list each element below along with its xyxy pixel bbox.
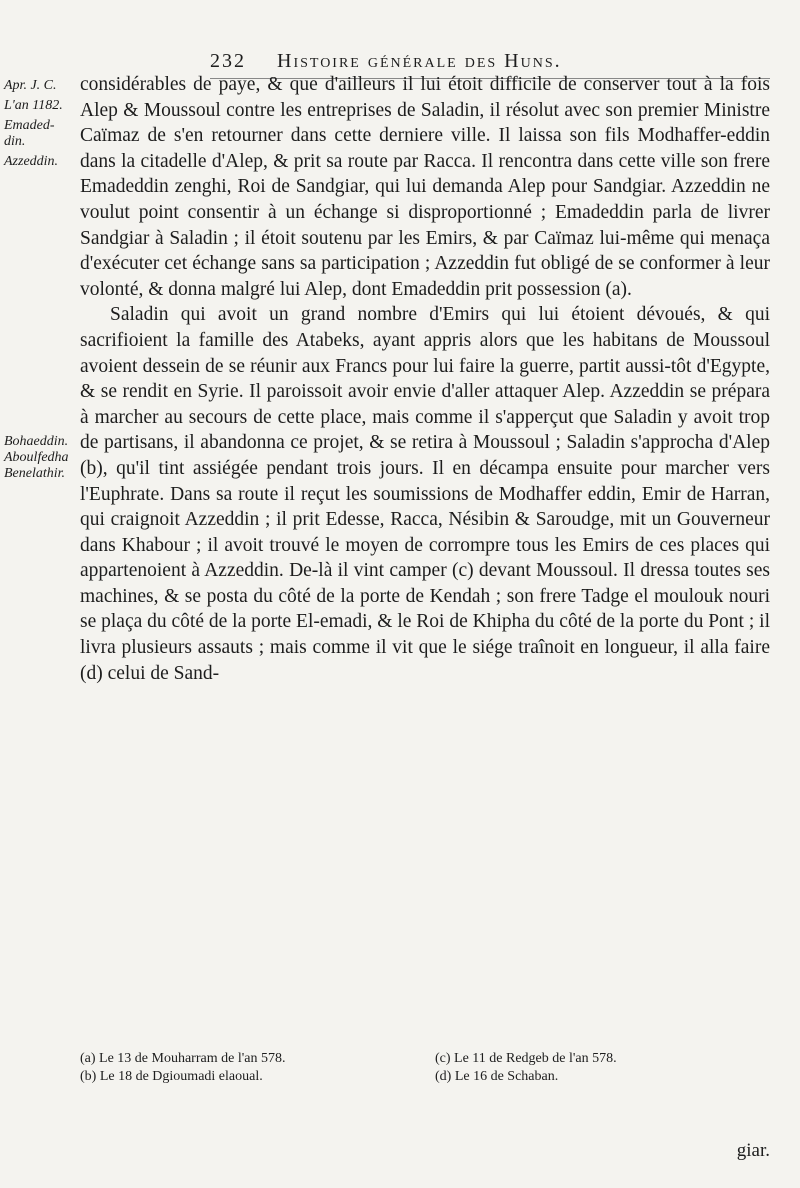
footnotes [80,1050,770,1086]
footnote: (c) Le 11 de Redgeb de l'an 578. [435,1051,617,1066]
paragraph: considérables de paye, & que d'ailleurs il lui étoit difficile de conserver tout à la fois Alep & Moussoul contre les entreprises de Saladin, il résolut avec son premier Ministre Caïmaz de s'en retourner dans cette derniere ville. Il laissa son fils Modhaffer-eddin dans la citadelle d'Alep, & prit sa route par Racca. Il rencontra dans cette ville son frere Emadeddin zenghi, Roi de Sandgiar, qui lui demanda Alep pour Sandgiar. Azzeddin ne voulut point consentir à un échange si disproportionné ; Emadeddin parla de livrer Sandgiar à Saladin ; il étoit soutenu par les Emirs, & par Caïmaz lui-même qui menaça d'exécuter cet échange sans sa participation ; Azzeddin fut obligé de se conformer à leur volonté, & donna malgré lui Alep, dont Emadeddin prit possession (a). [80,74,770,300]
margin-date: Apr. J. C. [4,78,57,93]
margin-name: Emaded- [4,118,55,133]
main-text [80,72,770,686]
margin-note-sources [4,434,74,482]
margin-source: Aboulfedha [4,450,69,465]
page-number: 232 [210,50,246,72]
footnote: (d) Le 16 de Schaban. [435,1069,559,1084]
footnote: (a) Le 13 de Mouharram de l'an 578. [80,1051,286,1066]
margin-note-top [4,78,74,170]
margin-name: Azzeddin. [4,154,59,169]
paragraph: Saladin qui avoit un grand nombre d'Emirs qui lui étoient dévoués, & qui sacrifioient la famille des Atabeks, ayant appris alors que les habitans de Moussoul avoient dessein de se réunir aux Francs pour lui faire la guerre, partit aussi-tôt d'Egypte, & se rendit en Syrie. Il paroissoit avoir envie d'aller attaquer Alep. Azzeddin se prépara à marcher au secours de cette place, mais comme il s'apperçut que Saladin y avoit trop de partisans, il abandonna ce projet, & se retira à Moussoul ; Saladin s'approcha d'Alep (b), qu'il tint assiégée pendant trois jours. Il en décampa ensuite pour marcher vers l'Euphrate. Dans sa route il reçut les soumissions de Modhaffer eddin, Emir de Harran, qui craignoit Azzeddin ; il prit Edesse, Racca, Nésibin & Saroudge, mit un Gouverneur dans Khabour ; il avoit trouvé le moyen de corrompre tous les Emirs de ces places qui appartenoient à Azzeddin. De-là il vint camper (c) devant Moussoul. Il dressa toutes ses machines, & se posta du côté de la porte de Kendah ; son frere Tadge el moulouk nouri se plaça du côté de la porte El-emadi, & le Roi de Khipha du côté de la porte du Pont ; il livra plusieurs assauts ; mais comme il vit que le siége traînoit en longueur, il alla faire (d) celui de Sand- [80,304,770,684]
footnote-column-left [80,1050,415,1086]
footnote: (b) Le 18 de Dgioumadi elaoual. [80,1069,263,1084]
margin-name-cont: din. [4,134,26,149]
catchword: giar. [736,1140,770,1161]
page-header [210,50,770,73]
footnote-column-right [435,1050,770,1086]
margin-source: Bohaeddin. [4,434,69,449]
running-title: Histoire générale des Huns. [277,50,562,72]
margin-source: Benelathir. [4,466,66,481]
margin-year: L'an 1182. [4,98,63,113]
